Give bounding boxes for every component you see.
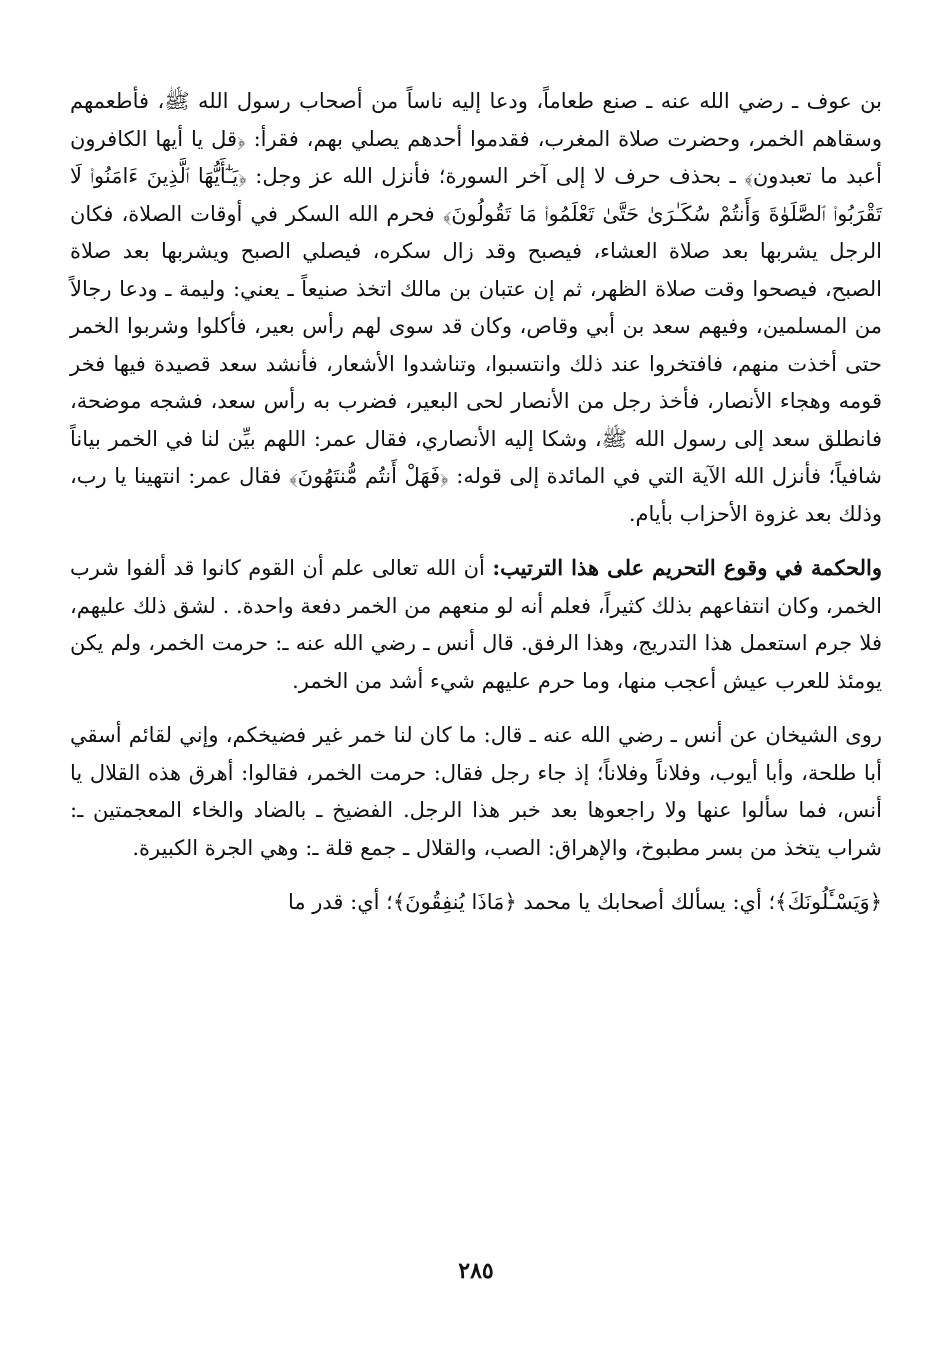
paragraph-text: بن عوف ـ رضي الله عنه ـ صنع طعاماً، ودعا إليه ناساً من أصحاب رسول الله ﷺ، فأطعمهم وسقاهم الخمر، وحضرت صلاة المغرب، فقدموا أحدهم يصلي بهم، فقرأ: ﴿قل يا أيها الكافرون أعبد ما تعبدون﴾ ـ بحذف حرف لا إلى آخر السورة؛ فأنزل الله عز وجل: ﴿يَـٰٓأَيُّهَا ٱلَّذِينَ ءَامَنُوا۟ لَا تَقْرَبُوا۟ ٱلصَّلَوٰةَ وَأَنتُمْ سُكَـٰرَىٰ حَتَّىٰ تَعْلَمُوا۟ مَا تَقُولُونَ﴾ فحرم الله السكر في أوقات الصلاة، فكان الرجل يشربها بعد صلاة العشاء، فيصبح وقد زال سكره، فيصلي الصبح ويشربها بعد صلاة الصبح، فيصحوا وقت صلاة الظهر، ثم إن عتبان بن مالك اتخذ صنيعاً ـ يعني: وليمة ـ ودعا رجالاً من المسلمين، وفيهم سعد بن أبي وقاص، وكان قد سوى لهم رأس بعير، فأكلوا وشربوا الخمر حتى أخذت منهم، فافتخروا عند ذلك وانتسبوا، وتناشدوا الأشعار، فأنشد سعد قصيدة فيها فخر قومه وهجاء الأنصار، فأخذ رجل من الأنصار لحى البعير، فضرب به رأس سعد، فشجه موضحة، فانطلق سعد إلى رسول الله ﷺ، وشكا إليه الأنصاري، فقال عمر: اللهم بيِّن لنا في الخمر بياناً شافياً؛ فأنزل الله الآية التي في المائدة إلى قوله: ﴿فَهَلْ أَنتُم مُّنتَهُونَ﴾ فقال عمر: انتهينا يا رب، وذلك بعد غزوة الأحزاب بأيام. — [70, 89, 882, 526]
paragraph-what-they-spend — [70, 883, 882, 922]
paragraph-lead: والحكمة في وقوع التحريم على هذا الترتيب: — [492, 555, 882, 580]
paragraph-text: ﴿وَيَسْـَٔلُونَكَ﴾؛ أي: يسألك أصحابك يا محمد ﴿مَاذَا يُنفِقُونَ﴾؛ أي: قدر ما — [287, 890, 882, 914]
paragraph-text: روى الشيخان عن أنس ـ رضي الله عنه ـ قال: ما كان لنا خمر غير فضيخكم، وإني لقائم أسقي أبا طلحة، وأبا أيوب، وفلاناً وفلاناً؛ إذ جاء رجل فقال: حرمت الخمر، فقالوا: أهرق هذه القلال يا أنس، فما سألوا عنها ولا راجعوها بعد خبر هذا الرجل. الفضيخ ـ بالضاد والخاء المعجمتين ـ: شراب يتخذ من بسر مطبوخ، والإهراق: الصب، والقلال ـ جمع قلة ـ: وهي الجرة الكبيرة. — [70, 723, 882, 860]
paragraph-story-of-wine — [70, 82, 882, 533]
page-number: ٢٨٥ — [458, 1258, 494, 1284]
paragraph-hadith-anas — [70, 716, 882, 867]
paragraph-wisdom-of-gradual-prohibition — [70, 549, 882, 700]
paragraph-text: أن الله تعالى علم أن القوم كانوا قد ألفوا شرب الخمر، وكان انتفاعهم بذلك كثيراً، فعلم أنه لو منعهم من الخمر دفعة واحدة. . لشق ذلك عليهم، فلا جرم استعمل هذا التدريج، وهذا الرفق. قال أنس ـ رضي الله عنه ـ: حرمت الخمر، ولم يكن يومئذ للعرب عيش أعجب منها، وما حرم عليهم شيء أشد من الخمر. — [70, 556, 882, 693]
